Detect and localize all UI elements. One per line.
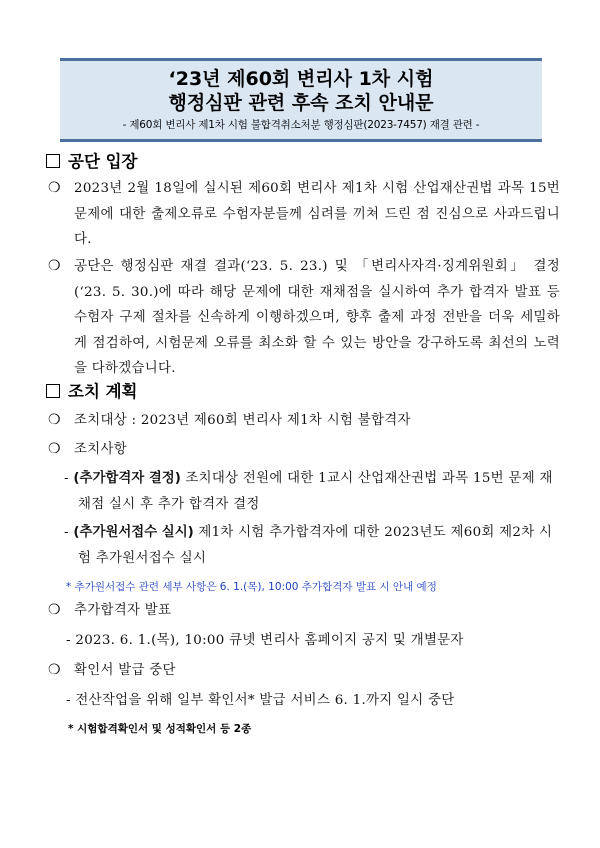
circle-bullet-icon: ❍ <box>48 180 61 196</box>
paragraph-text: 2023년 2월 18일에 실시된 제60회 변리사 제1차 시험 산업재산권법 과목 15번 문제에 대한 출제오류로 수험자분들께 심려를 끼쳐 드린 점 진심으로 사과드립니다. <box>74 181 560 247</box>
paragraph-apology <box>48 176 560 253</box>
dash-marker: - <box>64 471 69 486</box>
square-marker-icon <box>46 154 60 168</box>
circle-bullet-icon: ❍ <box>48 602 61 618</box>
certificate-footnote: * 시험합격확인서 및 성적확인서 등 2종 <box>68 723 252 735</box>
document-title-line1: ‘23년 제60회 변리사 1차 시험 <box>168 68 434 90</box>
document-title-line2: 행정심판 관련 후속 조치 안내문 <box>168 92 434 114</box>
suspension-detail: - 전산작업을 위해 일부 확인서* 발급 서비스 6. 1.까지 일시 중단 <box>66 693 455 708</box>
item-text: 추가합격자 발표 <box>74 603 172 618</box>
section-title: 공단 입장 <box>68 152 138 171</box>
circle-bullet-icon: ❍ <box>48 412 61 428</box>
list-item-actions <box>48 437 127 462</box>
action-label: (추가합격자 결정) <box>73 471 181 486</box>
document-subtitle: - 제60회 변리사 제1차 시험 불합격취소처분 행정심판(2023-7457) 재결 관련 - <box>122 119 480 131</box>
section-heading-stance <box>46 148 138 172</box>
application-note: * 추가원서접수 관련 세부 사항은 6. 1.(목), 10:00 추가합격자 발표 시 안내 예정 <box>66 581 437 593</box>
list-item-target <box>48 408 411 433</box>
title-box <box>60 58 542 142</box>
action-text: 제1차 시험 추가합격자에 대한 2023년도 제60회 제2차 시험 추가원서접수 실시 <box>78 525 553 566</box>
item-text: 조치사항 <box>74 442 127 457</box>
list-item-announcement <box>48 598 171 623</box>
circle-bullet-icon: ❍ <box>48 258 61 274</box>
action-item-additional-application <box>64 520 560 571</box>
action-label: (추가원서접수 실시) <box>73 525 194 540</box>
action-item-additional-pass <box>64 466 560 517</box>
dash-marker: - <box>64 525 69 540</box>
paragraph-remedy <box>48 254 560 382</box>
item-text: 확인서 발급 중단 <box>74 663 176 678</box>
section-heading-measures <box>46 378 138 402</box>
circle-bullet-icon: ❍ <box>48 662 61 678</box>
paragraph-text: 공단은 행정심판 재결 결과(‘23. 5. 23.) 및 「변리사자격·징계위원회」 결정(‘23. 5. 30.)에 따라 해당 문제에 대한 재채점을 실시하여 추가 합격자 발표 등 수험자 구제 절차를 신속하게 이행하겠으며, 향후 출제 과정 전반을 더욱 세밀하게 점검하여, 시험문제 오류를 최소화 할 수 있는 방안을 강구하도록 최선의 노력을 다하겠습니다. <box>74 259 560 376</box>
section-title: 조치 계획 <box>68 382 138 401</box>
announcement-detail: - 2023. 6. 1.(목), 10:00 큐넷 변리사 홈페이지 공지 및 개별문자 <box>66 633 464 648</box>
circle-bullet-icon: ❍ <box>48 441 61 457</box>
list-item-suspension <box>48 658 176 683</box>
action-text: 조치대상 전원에 대한 1교시 산업재산권법 과목 15번 문제 재채점 실시 후 추가 합격자 결정 <box>78 471 553 512</box>
square-marker-icon <box>46 384 60 398</box>
item-text: 조치대상 : 2023년 제60회 변리사 제1차 시험 불합격자 <box>74 413 411 428</box>
